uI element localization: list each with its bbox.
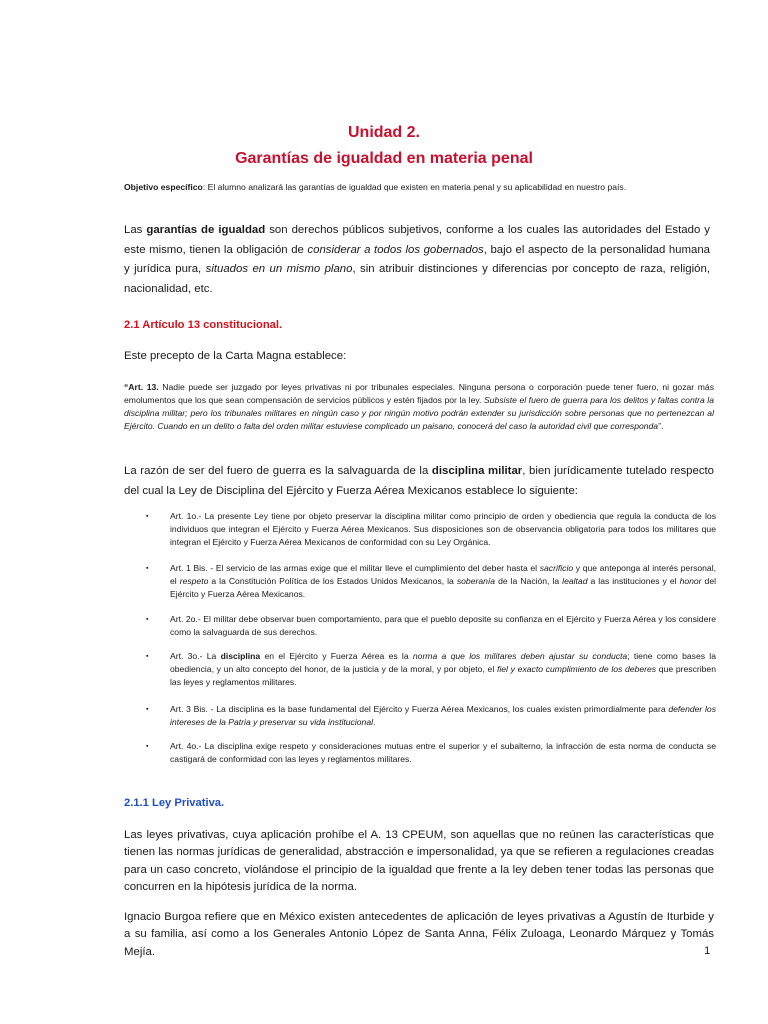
quote-end: ”.: [658, 421, 664, 431]
unit-title: [0, 122, 768, 169]
article-1bis-text-2: y que anteponga al interés personal, el: [170, 563, 716, 586]
objective-paragraph: [124, 181, 724, 193]
intro-paragraph: [124, 221, 710, 299]
article-1bis-italic-2: respeto: [179, 576, 209, 586]
article-3-bold: disciplina: [220, 651, 261, 661]
section-heading-2-1: 2.1 Artículo 13 constitucional.: [124, 319, 283, 331]
article-4-text: Art. 4o.- La disciplina exige respeto y consideraciones mutuas entre el superior y el subalterno, la infracción de esta norma de conducta se castigará de conformidad con las leyes y reglamentos militares.: [170, 741, 716, 764]
article-1-text: Art. 1o.- La presente Ley tiene por objeto preservar la disciplina militar como principio de orden y obediencia que regula la conducta de los individuos que integran el Ejército y Fuerza Aérea Mexicanos. Sus disposiciones son de observancia obligatoria para todos los militares que integran el Ejército y Fuerza Aérea Mexicanos de conformidad con su Ley Orgánica.: [170, 511, 716, 547]
article-1bis-text-1: Art. 1 Bis. - El servicio de las armas exige que el militar lleve el cumplimiento del deber hasta el: [170, 563, 540, 573]
razon-bold-term: disciplina militar: [431, 465, 523, 477]
bullet-icon: ▪: [146, 616, 149, 623]
intro-italic-1: considerar a todos los gobernados: [307, 243, 484, 256]
list-item: [146, 510, 716, 549]
article-1bis-italic-3: soberanía: [456, 576, 496, 586]
article-3-text-4: que prescriben las leyes y reglamentos militares.: [170, 664, 716, 687]
intro-text-2: son derechos públicos subjetivos, conforme a los cuales las autoridades del Estado y este mismo, tienen la obligación de: [124, 224, 710, 256]
page-number: 1: [704, 945, 711, 957]
article-1bis-text-5: a las instituciones y el: [587, 576, 680, 586]
article-13-quote: [124, 381, 714, 433]
article-2-text: Art. 2o.- El militar debe observar buen comportamiento, para que el pueblo deposite su confianza en el Ejército y Fuerza Aérea y los considere como la salvaguarda de sus derechos.: [170, 614, 716, 637]
precepto-paragraph: Este precepto de la Carta Magna establece:: [124, 350, 347, 362]
intro-text-4: , sin atribuir distinciones y diferencias por concepto de raza, religión, nacionalidad, etc.: [124, 263, 710, 295]
bullet-icon: ▪: [146, 565, 149, 572]
list-item: [146, 562, 716, 601]
article-3-text-1: Art. 3o.- La: [170, 651, 221, 661]
article-3-italic-1: norma a que los militares deben ajustar su conducta: [412, 651, 628, 661]
bullet-icon: ▪: [146, 653, 149, 660]
article-3-italic-2: fiel y exacto cumplimiento de los deberes: [496, 664, 657, 674]
burgoa-paragraph: Ignacio Burgoa refiere que en México existen antecedentes de aplicación de leyes privativas a Agustín de Iturbide y a su familia, así como a los Generales Antonio López de Santa Anna, Félix Zuloaga, Leonardo Márquez y Tomás Mejía.: [124, 911, 714, 958]
list-item: [146, 703, 716, 729]
article-3-text-3: ; tiene como bases la obediencia, y un alto concepto del honor, de la justicia y de la moral, y por objeto, el: [170, 651, 716, 674]
razon-paragraph: [124, 462, 714, 501]
razon-text-1: La razón de ser del fuero de guerra es la salvaguarda de la: [124, 465, 432, 477]
bullet-icon: ▪: [146, 706, 149, 713]
quote-italic-text: Subsiste el fuero de guerra para los delitos y faltas contra la disciplina militar; pero los tribunales militares en ningún caso y por ningún motivo podrán extender su jurisdicción sobre personas que no pertenezcan al Ejército. Cuando en un delito o falta del orden militar estuviese complicado un paisano, conocerá del caso la autoridad civil que corresponda: [124, 395, 714, 431]
article-3-text-2: en el Ejército y Fuerza Aérea es la: [260, 651, 413, 661]
list-item: [146, 613, 716, 639]
unit-number: Unidad 2.: [347, 124, 420, 141]
article-1bis-italic-4: lealtad: [562, 576, 588, 586]
quote-plain-text: Nadie puede ser juzgado por leyes privativas ni por tribunales especiales. Ninguna persona o corporación puede tener fuero, ni gozar más emolumentos que los que sean compensación de servicios públicos y estén fijados por la ley.: [124, 382, 714, 405]
article-1bis-text-6: del Ejército y Fuerza Aérea Mexicanos.: [170, 576, 717, 599]
intro-italic-2: situados en un mismo plano: [205, 263, 353, 276]
article-1bis-text-3: a la Constitución Política de los Estados Unidos Mexicanos, la: [208, 576, 457, 586]
article-1bis-italic-5: honor: [679, 576, 702, 586]
razon-text-2: , bien jurídicamente tutelado respecto del cual la Ley de Disciplina del Ejército y Fuerza Aérea Mexicanos establece lo siguiente:: [124, 465, 715, 497]
article-3bis-text-1: Art. 3 Bis. - La disciplina es la base fundamental del Ejército y Fuerza Aérea Mexicanos, los cuales existen primordialmente para: [170, 704, 669, 714]
intro-text-3: , bajo el aspecto de la personalidad humana y jurídica pura,: [124, 243, 710, 276]
objective-text: : El alumno analizará las garantías de igualdad que existen en materia penal y su aplicabilidad en nuestro país.: [202, 182, 627, 192]
intro-text-1: Las: [124, 224, 147, 236]
unit-subtitle: Garantías de igualdad en materia penal: [235, 150, 533, 167]
list-item: [146, 740, 716, 766]
objective-label: Objetivo específico: [124, 182, 203, 192]
article-1bis-text-4: de la Nación, la: [495, 576, 563, 586]
quote-article-label: “Art. 13.: [124, 382, 159, 392]
article-3bis-text-2: .: [373, 717, 376, 727]
bullet-icon: ▪: [146, 513, 149, 520]
bullet-icon: ▪: [146, 743, 149, 750]
article-1bis-italic-1: sacrificio: [539, 563, 574, 573]
privativas-paragraph: Las leyes privativas, cuya aplicación prohíbe el A. 13 CPEUM, son aquellas que no reúnen las características que tienen las normas jurídicas de generalidad, abstracción e impersonalidad, ya que se refieren a regulaciones creadas para un caso concreto, violándose el principio de la igualdad que frente a la ley deben tener todas las personas que concurren en la hipótesis jurídica de la norma.: [124, 829, 714, 894]
section-heading-2-1-1: 2.1.1 Ley Privativa.: [124, 797, 225, 809]
intro-bold-term: garantías de igualdad: [146, 224, 266, 236]
list-item: [146, 650, 716, 689]
article-3bis-italic: defender los intereses de la Patria y preservar su vida institucional: [170, 704, 716, 727]
